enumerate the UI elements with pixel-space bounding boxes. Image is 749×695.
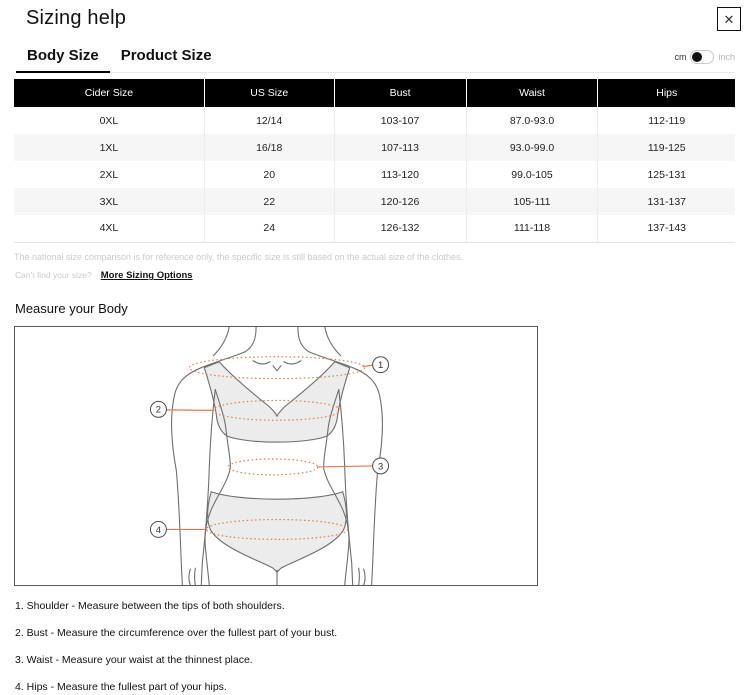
tab-body-size[interactable]: Body Size: [16, 44, 110, 73]
unit-label-cm: cm: [674, 52, 687, 62]
table-cell: 112-119: [648, 114, 686, 127]
table-cell: 0XL: [14, 107, 204, 134]
table-cell: 20: [204, 161, 334, 188]
size-table: [14, 79, 735, 243]
table-cell: 2XL: [14, 161, 204, 188]
switch-knob-icon: [692, 52, 702, 62]
table-row: [14, 134, 735, 161]
table-cell: 24: [204, 215, 334, 242]
instruction-item: 3. Waist - Measure your waist at the thinnest place.: [15, 654, 253, 666]
table-cell: 22: [204, 188, 334, 215]
marker-1-line: [363, 365, 373, 366]
instruction-item: 2. Bust - Measure the circumference over the fullest part of your bust.: [15, 627, 338, 639]
tab-product-size[interactable]: Product Size: [120, 47, 212, 64]
marker-2-label: 2: [155, 404, 162, 416]
table-cell: 87.0-93.0: [466, 107, 598, 134]
table-cell: 131-137: [647, 195, 687, 208]
table-cell: 12/14: [204, 107, 334, 134]
instruction-item: 4. Hips - Measure the fullest part of your hips.: [15, 681, 227, 693]
table-row: [14, 107, 735, 134]
waist-ellipse: [228, 459, 318, 475]
column-header: Bust: [334, 79, 466, 107]
table-header-row: [14, 79, 735, 107]
unit-label-inch: inch: [718, 52, 735, 62]
instruction-item: 1. Shoulder - Measure between the tips of both shoulders.: [15, 600, 285, 612]
table-row: [14, 188, 735, 215]
table-cell: 93.0-99.0: [466, 134, 598, 161]
table-cell: 105-111: [466, 188, 598, 215]
body-figure-svg: [15, 327, 537, 585]
marker-1-label: 1: [377, 360, 384, 372]
table-cell: 107-113: [334, 134, 466, 161]
table-cell: 16/18: [204, 134, 334, 161]
unit-switch[interactable]: [690, 50, 714, 64]
table-cell: 4XL: [14, 215, 204, 242]
close-icon: ✕: [723, 11, 735, 27]
table-cell: 126-132: [334, 215, 466, 242]
column-header: Waist: [466, 79, 598, 107]
table-cell: 3XL: [14, 188, 204, 215]
column-header: US Size: [204, 79, 334, 107]
table-cell: 1XL: [14, 134, 204, 161]
page-title: Sizing help: [26, 7, 127, 29]
unit-toggle: [674, 50, 735, 72]
measure-section-title: Measure your Body: [15, 301, 128, 316]
column-header: Cider Size: [14, 79, 204, 107]
marker-3-label: 3: [377, 461, 384, 473]
table-cell: 125-131: [647, 168, 687, 181]
table-row: [14, 161, 735, 188]
table-cell: 103-107: [334, 107, 466, 134]
panties-shape: [208, 492, 347, 572]
table-cell: 119-125: [647, 141, 686, 154]
table-cell: 113-120: [334, 161, 466, 188]
marker-4-label: 4: [155, 524, 162, 536]
table-cell: 137-143: [598, 215, 735, 242]
cant-find-label: Can't find your size?: [15, 270, 92, 280]
table-cell: 111-118: [466, 215, 598, 242]
find-size-row: [15, 270, 193, 281]
table-row: [14, 215, 735, 242]
table-cell: 99.0-105: [466, 161, 598, 188]
table-cell: 120-126: [334, 188, 466, 215]
instruction-list: [15, 600, 337, 695]
more-sizing-options-link[interactable]: More Sizing Options: [100, 270, 193, 281]
close-button[interactable]: [717, 7, 741, 31]
marker-3-line: [317, 466, 373, 467]
body-diagram: [14, 326, 538, 586]
disclaimer-text: The national size comparison is for reference only, the specific size is still based on the actual size of the clothes.: [14, 252, 464, 262]
column-header: Hips: [598, 79, 735, 107]
tab-bar: [16, 44, 735, 73]
